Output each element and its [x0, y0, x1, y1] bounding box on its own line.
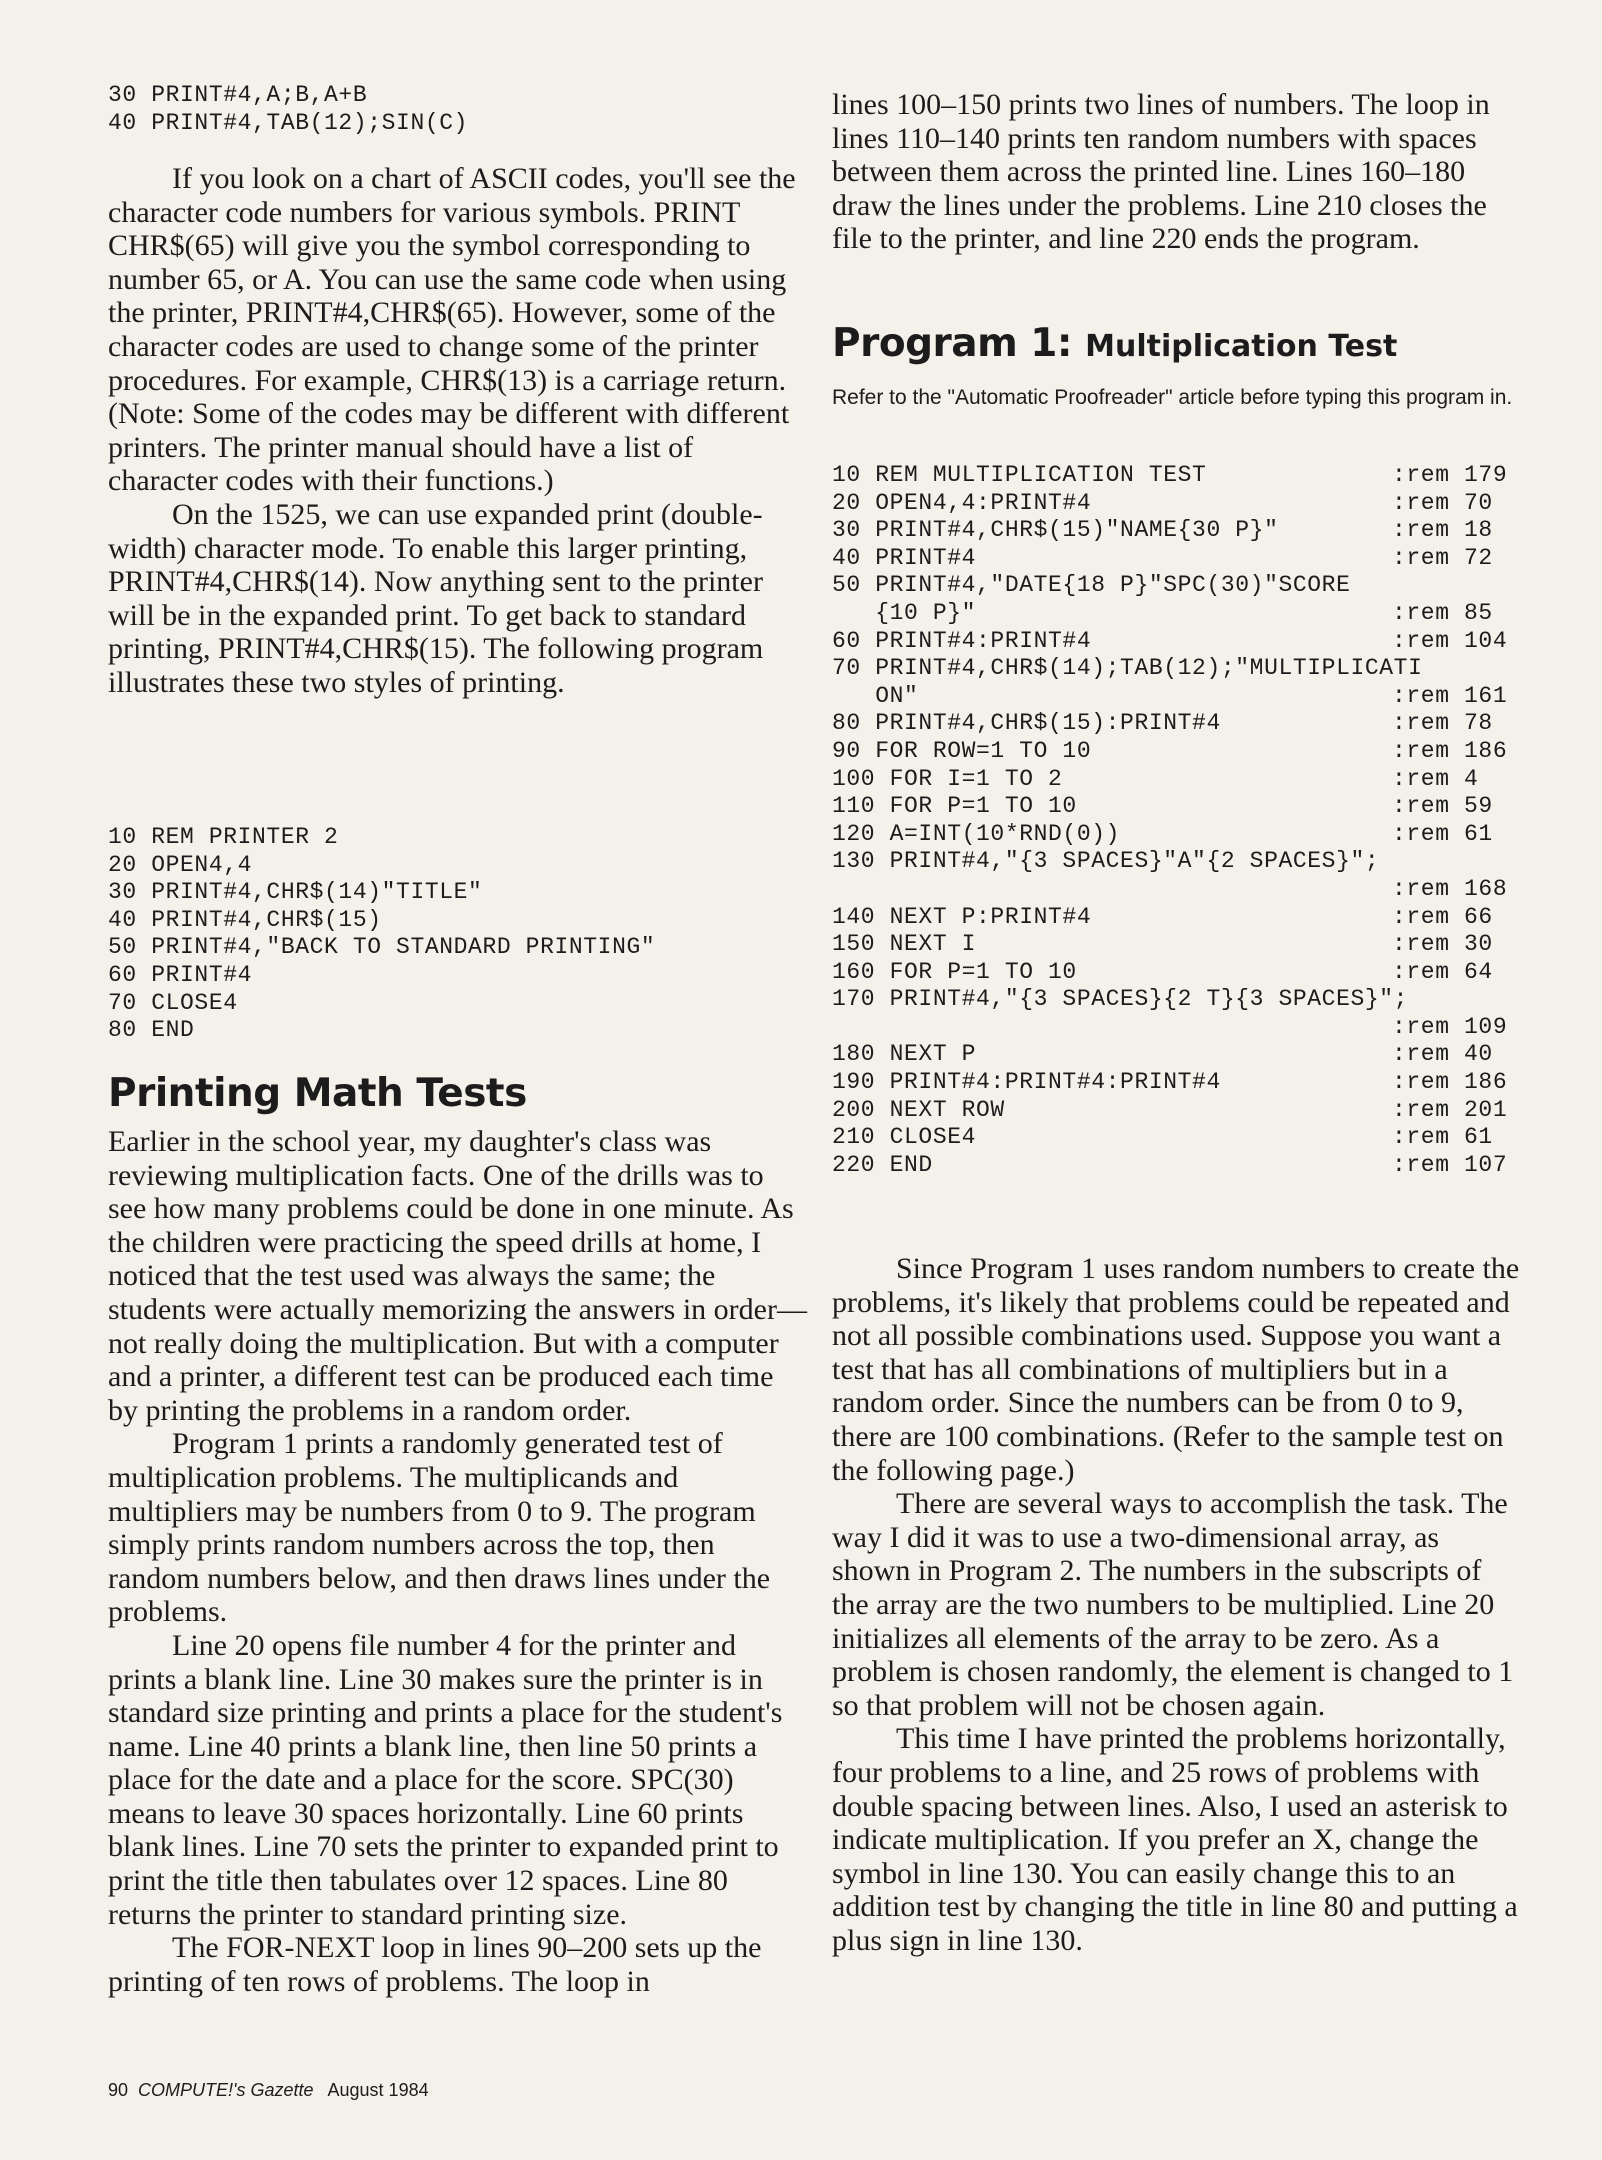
magazine-name: COMPUTE!'s Gazette [138, 2080, 314, 2100]
listing-row: 80 PRINT#4,CHR$(15):PRINT#4 :rem 78 [832, 710, 1493, 737]
page-number: 90 [108, 2080, 129, 2100]
listing-row: 180 NEXT P :rem 40 [832, 1041, 1493, 1068]
paragraph-ascii-codes: If you look on a chart of ASCII codes, you'll see the character code numbers for various symbols. PRINT CHR$(65) will give you the symbol corresponding to number 65, or A. You can use the same code when using the printer, PRINT#4,CHR$(65). However, some of the character codes are used to change some of the printer procedures. For example, CHR$(13) is a carriage return. (Note: Some of the codes may be different with different printers. The printer manual should have a list of character codes with their functions.) [108, 162, 796, 498]
paragraph-line-explanations: Line 20 opens file number 4 for the printer and prints a blank line. Line 30 makes sure the printer is in standard size printing and prints a place for the student's name. Line 40 prints a blank line, then line 50 prints a place for the date and a place for the score. SPC(30) means to leave 30 spaces horizontally. Line 60 prints blank lines. Line 70 sets the printer to expanded print to print the title then tabulates over 12 spaces. Line 80 returns the printer to standard printing size. [108, 1628, 783, 1931]
listing-row: 10 REM MULTIPLICATION TEST :rem 179 [832, 462, 1508, 488]
issue-date: August 1984 [327, 2080, 429, 2100]
listing-row: 90 FOR ROW=1 TO 10 :rem 186 [832, 737, 1508, 764]
code-snippet-top: 30 PRINT#4,A;B,A+B 40 PRINT#4,TAB(12);SIN(C) [108, 82, 469, 136]
listing-row: 170 PRINT#4,"{3 SPACES}{2 T}{3 SPACES}"; [832, 986, 1409, 1013]
listing-row: 100 FOR I=1 TO 2 :rem 4 [832, 765, 1479, 792]
listing-row: 160 FOR P=1 TO 10 :rem 64 [832, 958, 1493, 985]
listing-row: ON" :rem 161 [832, 682, 1508, 709]
heading-printing-math-tests: Printing Math Tests [108, 1071, 527, 1116]
listing-row: 110 FOR P=1 TO 10 :rem 59 [832, 793, 1493, 820]
paragraph-daughter-class: Earlier in the school year, my daughter's class was reviewing multiplication facts. One of the drills was to see how many problems could be done in one minute. As the children were practicing the speed drills at home, I noticed that the test used was always the same; the students were actually memorizing the answers in order—not really doing the multiplication. But with a computer and a printer, a different test can be produced each time by printing the problems in a random order. [108, 1125, 807, 1427]
intro-paragraphs [108, 162, 808, 700]
listing-row: 140 NEXT P:PRINT#4 :rem 66 [832, 903, 1493, 930]
listing-row: 50 PRINT#4,"DATE{18 P}"SPC(30)"SCORE [832, 572, 1351, 599]
listing-row: {10 P}" :rem 85 [832, 599, 1493, 626]
listing-row: 210 CLOSE4 :rem 61 [832, 1124, 1493, 1151]
paragraph-expanded-print: On the 1525, we can use expanded print (double-width) character mode. To enable this larger printing, PRINT#4,CHR$(14). Now anything sent to the printer will be in the expanded print. To get back to standard printing, PRINT#4,CHR$(15). The following program illustrates these two styles of printing. [108, 497, 764, 699]
program-1-heading [832, 322, 1397, 369]
closing-paragraphs [832, 1252, 1522, 1957]
code-printer-2: 10 REM PRINTER 2 20 OPEN4,4 30 PRINT#4,CHR$(14)"TITLE" 40 PRINT#4,CHR$(15) 50 PRINT#4,"BACK TO STANDARD PRINTING" 60 PRINT#4 70 CLOSE4 80 END [108, 824, 656, 1044]
listing-row: 20 OPEN4,4:PRINT#4 :rem 70 [832, 489, 1493, 516]
listing-row: 130 PRINT#4,"{3 SPACES}"A"{2 SPACES}"; [832, 848, 1380, 875]
program-title: Multiplication Test [1085, 329, 1398, 364]
listing-row: 120 A=INT(10*RND(0)) :rem 61 [832, 820, 1493, 847]
paragraph-two-dim-array: There are several ways to accomplish the task. The way I did it was to use a two-dimensional array, as shown in Program 2. The numbers in the subscripts of the array are the two numbers to be multiplied. Line 20 initializes all elements of the array to be zero. As a problem is chosen randomly, the element is changed to 1 so that problem will not be chosen again. [832, 1487, 1514, 1722]
listing-row: 190 PRINT#4:PRINT#4:PRINT#4 :rem 186 [832, 1069, 1508, 1096]
program-label: Program 1: [832, 321, 1073, 366]
paragraph-random-repeats: Since Program 1 uses random numbers to create the problems, it's likely that problems could be repeated and not all possible combinations used. Suppose you want a test that has all combinations of multipliers but in a random order. Since the numbers can be from 0 to 9, there are 100 combinations. (Refer to the sample test on the following page.) [832, 1252, 1520, 1487]
paragraph-horizontal-layout: This time I have printed the problems horizontally, four problems to a line, and 25 rows of problems with double spacing between lines. Also, I used an asterisk to indicate multiplication. If you prefer an X, change the symbol in line 130. You can easily change this to an addition test by changing the title in line 80 and putting a plus sign in line 130. [832, 1722, 1518, 1957]
program-1-listing [832, 462, 1522, 1179]
paragraph-program1-intro: Program 1 prints a randomly generated test of multiplication problems. The multiplicands and multipliers may be numbers from 0 to 9. The program simply prints random numbers across the top, then random numbers below, and then draws lines under the problems. [108, 1427, 771, 1629]
listing-row: :rem 168 [1392, 875, 1508, 902]
page-footer [108, 2080, 429, 2101]
listing-row: 60 PRINT#4:PRINT#4 :rem 104 [832, 627, 1508, 654]
paragraph-loop-lines: lines 100–150 prints two lines of numbers. The loop in lines 110–140 prints ten random numbers with spaces between them across the printed line. Lines 160–180 draw the lines under the problems. Line 210 closes the file to the printer, and line 220 ends the program. [832, 88, 1490, 256]
listing-row: :rem 109 [1392, 1013, 1508, 1040]
listing-row: 150 NEXT I :rem 30 [832, 931, 1493, 958]
listing-row: 200 NEXT ROW :rem 201 [832, 1096, 1508, 1123]
proofreader-caption: Refer to the "Automatic Proofreader" article before typing this program in. [832, 386, 1513, 409]
listing-row: 220 END :rem 107 [832, 1151, 1508, 1178]
continued-paragraph [832, 88, 1522, 256]
listing-row: 30 PRINT#4,CHR$(15)"NAME{30 P}" :rem 18 [832, 517, 1493, 544]
math-tests-paragraphs [108, 1125, 808, 1998]
listing-row: 40 PRINT#4 :rem 72 [832, 544, 1493, 571]
listing-row: 70 PRINT#4,CHR$(14);TAB(12);"MULTIPLICATI [832, 655, 1423, 682]
paragraph-for-next-loop: The FOR-NEXT loop in lines 90–200 sets up the printing of ten rows of problems. The loop in [108, 1931, 762, 1998]
